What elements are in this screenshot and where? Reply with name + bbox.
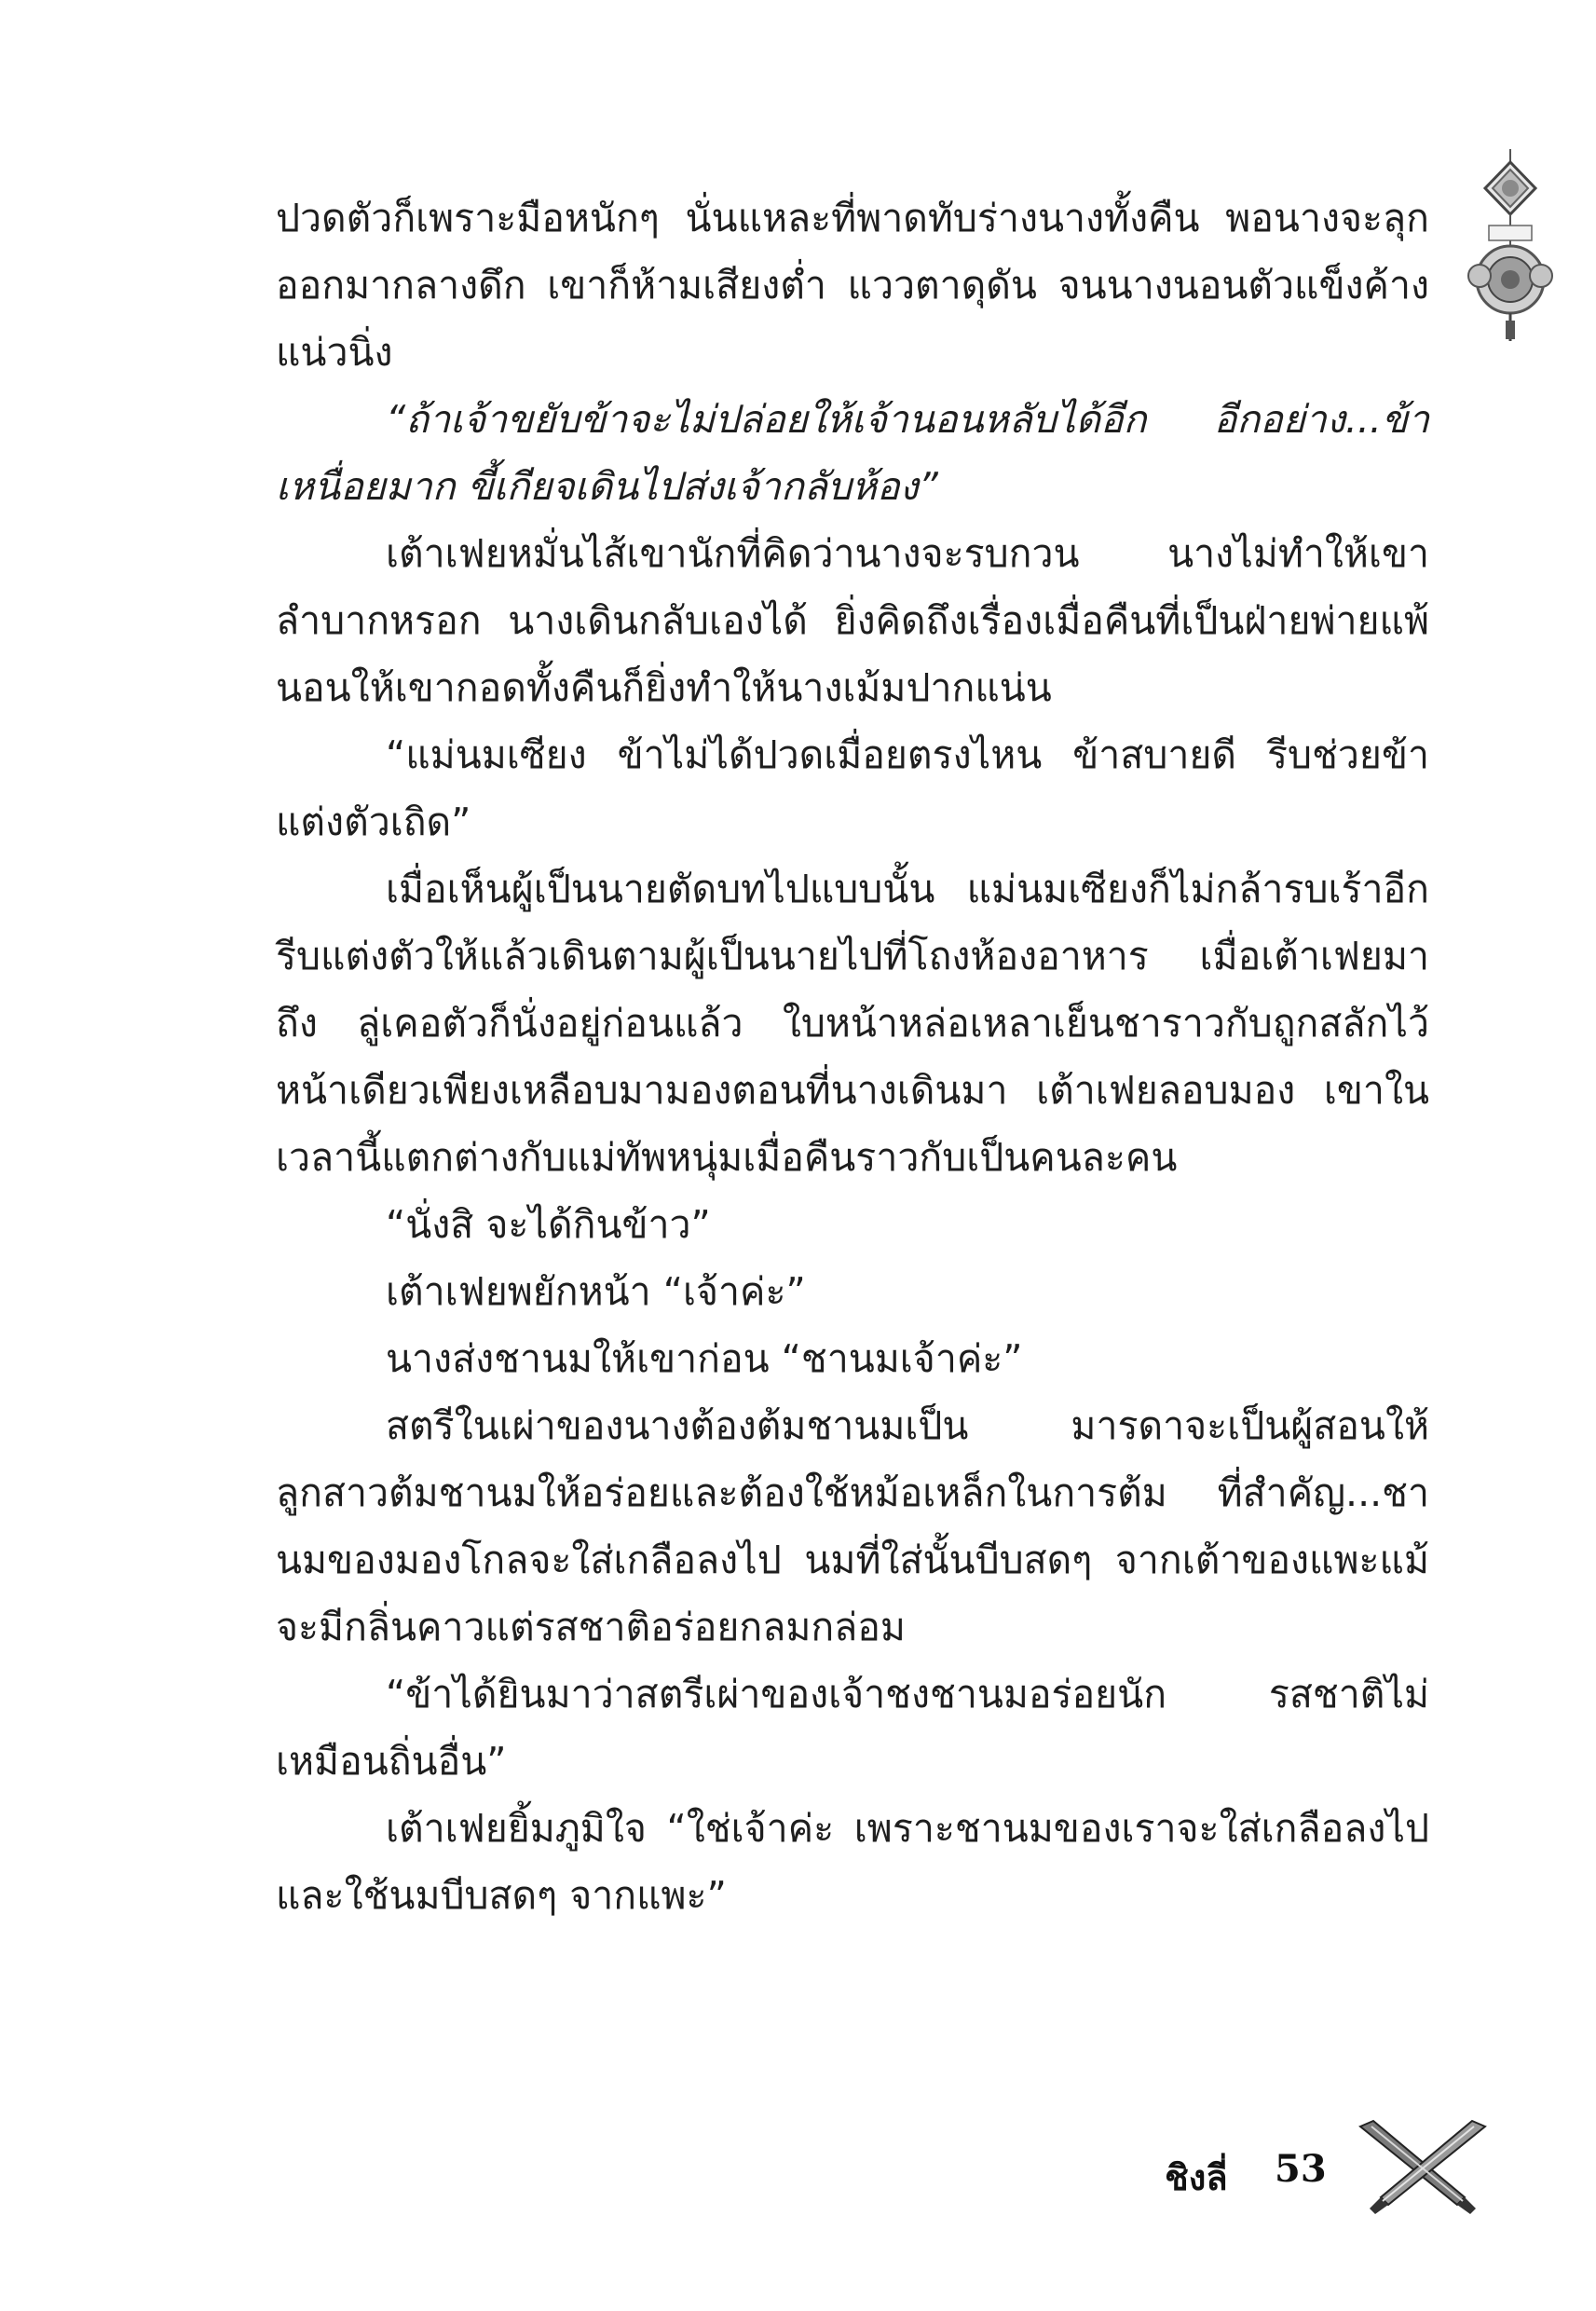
ornament-emblem-icon [1459, 149, 1562, 345]
page-footer [1137, 2115, 1509, 2218]
paragraph-dialogue: “นั่งสิ จะได้กินข้าว” [386, 1202, 711, 1247]
paragraph: เมื่อเห็นผู้เป็นนายตัดบทไปแบบนั้น แม่นมเซียงก็ไม่กล้ารบเร้าอีก รีบแต่งตัวให้แล้วเดินตามผู้เป็นนายไปที่โถงห้องอาหาร เมื่อเต้าเฟยมาถึง ลู่เคอตัวก็นั่งอยู่ก่อนแล้ว ใบหน้าหล่อเหลาเย็นชาราวกับถูกสลักไว้ หน้าเดียวเพียงเหลือบมามองตอนที่นางเดินมา เต้าเฟยลอบมอง เขาในเวลานี้แตกต่างกับแม่ทัพหนุ่มเมื่อคืนราวกับเป็นคนละคน [276, 867, 1429, 1180]
book-title: ชิงลี่ [1165, 2156, 1228, 2198]
crossed-swords-icon [1353, 2115, 1493, 2218]
paragraph: เต้าเฟยหมั่นไส้เขานักที่คิดว่านางจะรบกวน นางไม่ทำให้เขาลำบากหรอก นางเดินกลับเองได้ ยิ่งคิดถึงเรื่องเมื่อคืนที่เป็นฝ่ายพ่ายแพ้นอนให้เขากอดทั้งคืนก็ยิ่งทำให้นางเม้มปากแน่น [276, 531, 1429, 710]
page-number: 53 [1275, 2147, 1327, 2191]
paragraph-dialogue: “แม่นมเซียง ข้าไม่ได้ปวดเมื่อยตรงไหน ข้าสบายดี รีบช่วยข้าแต่งตัวเถิด” [276, 732, 1429, 844]
paragraph: ปวดตัวก็เพราะมือหนักๆ นั่นแหละที่พาดทับร่างนางทั้งคืน พอนางจะลุกออกมากลางดึก เขาก็ห้ามเสียงต่ำ แววตาดุดัน จนนางนอนตัวแข็งค้างแน่วนิ่ง [276, 196, 1429, 375]
paragraph-dialogue: “ข้าได้ยินมาว่าสตรีเผ่าของเจ้าชงชานมอร่อยนัก รสชาติไม่เหมือนถิ่นอื่น” [276, 1672, 1429, 1784]
paragraph: สตรีในเผ่าของนางต้องต้มชานมเป็น มารดาจะเป็นผู้สอนให้ลูกสาวต้มชานมให้อร่อยและต้องใช้หม้อเหล็กในการต้ม ที่สำคัญ...ชานมของมองโกลจะใส่เกลือลงไป นมที่ใส่นั้นบีบสดๆ จากเต้าของแพะแม้จะมีกลิ่นคาวแต่รสชาติอร่อยกลมกล่อม [276, 1403, 1429, 1649]
paragraph: นางส่งชานมให้เขาก่อน “ชานมเจ้าค่ะ” [386, 1336, 1023, 1381]
paragraph: เต้าเฟยพยักหน้า “เจ้าค่ะ” [386, 1269, 806, 1314]
paragraph-dialogue-italic: “ถ้าเจ้าขยับข้าจะไม่ปล่อยให้เจ้านอนหลับได้อีก อีกอย่าง...ข้าเหนื่อยมาก ขี้เกียจเดินไปส่งเจ้ากลับห้อง” [276, 397, 1429, 509]
paragraph: เต้าเฟยยิ้มภูมิใจ “ใช่เจ้าค่ะ เพราะชานมของเราจะใส่เกลือลงไปและใช้นมบีบสดๆ จากแพะ” [276, 1806, 1429, 1918]
body-text [276, 185, 1429, 1929]
